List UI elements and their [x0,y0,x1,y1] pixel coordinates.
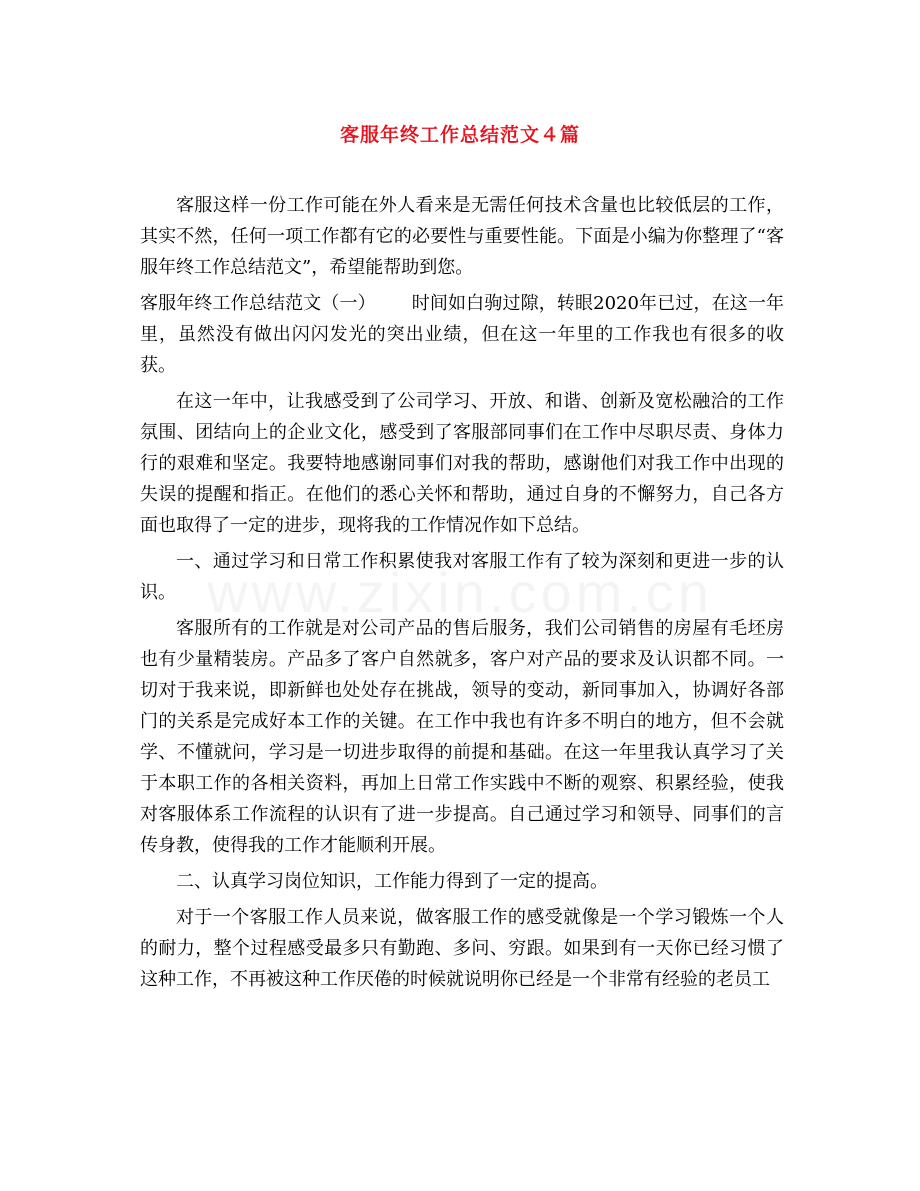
section-1-paragraph [140,288,784,381]
paragraph-5: 二、认真学习岗位知识，工作能力得到了一定的提高。 [176,871,608,892]
paragraph-6: 对于一个客服工作人员来说，做客服工作的感受就像是一个学习锻炼一个人的耐力，整个过程感受最多只有勤跑、多问、穷跟。如果到有一天你已经习惯了这种工作，不再被这种工作厌倦的时候就说明你已经是一个非常有经验的老员工 [140,907,784,990]
paragraph-3: 一、通过学习和日常工作积累使我对客服工作有了较为深刻和更进一步的认识。 [140,551,784,603]
paragraph-2: 在这一年中，让我感受到了公司学习、开放、和谐、创新及宽松融洽的工作氛围、团结向上的企业文化，感受到了客服部同事们在工作中尽职尽责、身体力行的艰难和坚定。我要特地感谢同事们对我的帮助，感谢他们对我工作中出现的失误的提醒和指正。在他们的悉心关怀和帮助，通过自身的不懈努力，自己各方面也取得了一定的进步，现将我的工作情况作如下总结。 [140,391,784,536]
document-body [140,190,784,1000]
document-title: 客服年终工作总结范文４篇 [339,124,580,146]
section-1-text: 时间如白驹过隙，转眼2020年已过，在这一年里，虽然没有做出闪闪发光的突出业绩，但在这一年里的工作我也有很多的收获。 [140,293,785,376]
paragraph-4: 客服所有的工作就是对公司产品的售后服务，我们公司销售的房屋有毛坯房也有少量精装房。产品多了客户自然就多，客户对产品的要求及认识都不同。一切对于我来说，即新鲜也处处存在挑战，领导的变动，新同事加入，协调好各部门的关系是完成好本工作的关键。在工作中我也有许多不明白的地方，但不会就学、不懂就问，学习是一切进步取得的前提和基础。在这一年里我认真学习了关于本职工作的各相关资料，再加上日常工作实践中不断的观察、积累经验，使我对客服体系工作流程的认识有了进一步提高。自己通过学习和领导、同事们的言传身教，使得我的工作才能顺利开展。 [140,618,784,856]
section-1-heading: 客服年终工作总结范文（一） [140,293,376,314]
intro-paragraph: 客服这样一份工作可能在外人看来是无需任何技术含量也比较低层的工作，其实不然，任何一项工作都有它的必要性与重要性能。下面是小编为你整理了“客服年终工作总结范文”，希望能帮助到您。 [140,195,784,278]
